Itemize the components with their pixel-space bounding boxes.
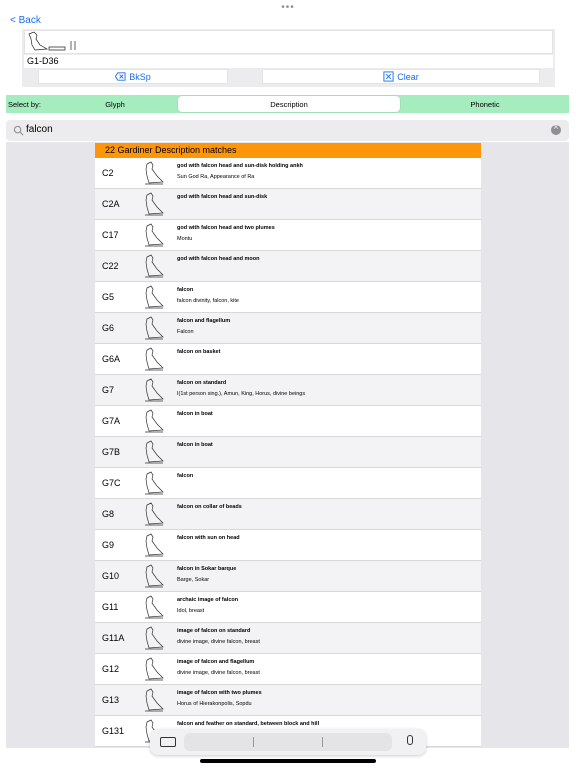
glyph-code-display: G1-D36 <box>24 55 553 68</box>
result-row[interactable] <box>95 375 481 406</box>
hieroglyph-icon <box>139 253 167 280</box>
segment-description[interactable]: Description <box>178 96 400 112</box>
glyph-code: C2A <box>102 199 120 209</box>
glyph-code: G13 <box>102 695 120 705</box>
results-list <box>95 158 481 747</box>
segment-phonetic[interactable]: Phonetic <box>470 99 500 109</box>
glyph-code: C2 <box>102 168 114 178</box>
result-row[interactable] <box>95 158 481 189</box>
glyph-description: archaic image of falcon <box>177 597 239 603</box>
clear-x-icon <box>383 71 394 82</box>
glyph-phonetic: divine image, divine falcon, breast <box>177 639 260 645</box>
hieroglyph-icon <box>139 346 167 373</box>
hieroglyph-icon <box>139 501 167 528</box>
glyph-phonetic: divine image, divine falcon, breast <box>177 670 260 676</box>
search-icon <box>13 125 24 136</box>
glyph-description: falcon on basket <box>177 349 221 355</box>
glyph-description: image of falcon on standard <box>177 628 251 634</box>
glyph-code: G7 <box>102 385 115 395</box>
glyph-entry-display <box>24 30 553 54</box>
glyph-code: G7A <box>102 416 121 426</box>
glyph-phonetic: I(1st person sing.), Amun, King, Horus, divine beings <box>177 391 306 397</box>
glyph-description: falcon on standard <box>177 380 227 386</box>
glyph-code: G7B <box>102 447 121 457</box>
glyph-code: G5 <box>102 292 115 302</box>
glyph-description: falcon and feather on standard, between block and hill <box>177 721 320 727</box>
glyph-description: image of falcon with two plumes <box>177 690 262 696</box>
glyph-code: G6 <box>102 323 115 333</box>
search-bar <box>6 120 569 141</box>
result-row[interactable] <box>95 251 481 282</box>
home-indicator <box>200 759 376 763</box>
result-row[interactable] <box>95 530 481 561</box>
glyph-description: falcon with sun on head <box>177 535 240 541</box>
hieroglyph-icon <box>139 160 167 187</box>
result-row[interactable] <box>95 654 481 685</box>
result-row[interactable] <box>95 468 481 499</box>
glyph-code: G9 <box>102 540 115 550</box>
keyboard-icon[interactable] <box>160 737 176 747</box>
separator <box>253 737 254 747</box>
glyph-code: C17 <box>102 230 119 240</box>
result-row[interactable] <box>95 406 481 437</box>
results-area[interactable] <box>6 142 569 748</box>
hieroglyph-icon <box>139 315 167 342</box>
glyph-description: god with falcon head and two plumes <box>177 225 275 231</box>
backspace-icon <box>115 71 126 82</box>
back-link[interactable]: < Back <box>10 15 41 26</box>
result-row[interactable] <box>95 499 481 530</box>
glyph-description: god with falcon head and sun-disk holding ankh <box>177 163 303 169</box>
glyph-phonetic: Sun God Ra, Appearance of Ra <box>177 174 255 180</box>
hieroglyph-icon <box>139 470 167 497</box>
glyph-code: G8 <box>102 509 115 519</box>
glyph-phonetic: Horus of Hierakonpolis, Sopdu <box>177 701 252 707</box>
select-by-bar <box>6 95 569 113</box>
falcon-glyph-icon <box>25 31 85 53</box>
hieroglyph-icon <box>139 625 167 652</box>
glyph-description: falcon <box>177 287 194 293</box>
clear-button[interactable] <box>262 69 540 84</box>
glyph-phonetic: Barge, Sokar <box>177 577 210 583</box>
search-input[interactable] <box>26 124 526 135</box>
glyph-description: god with falcon head and sun-disk <box>177 194 268 200</box>
result-row[interactable] <box>95 313 481 344</box>
glyph-description: god with falcon head and moon <box>177 256 260 262</box>
glyph-phonetic: Idol, breast <box>177 608 205 614</box>
hieroglyph-icon <box>139 687 167 714</box>
result-row[interactable] <box>95 592 481 623</box>
select-by-label: Select by: <box>8 100 41 109</box>
hieroglyph-icon <box>139 408 167 435</box>
glyph-code: G11A <box>102 633 125 643</box>
segment-glyph[interactable]: Glyph <box>105 99 125 109</box>
glyph-code: G7C <box>102 478 121 488</box>
glyph-description: image of falcon and flagellum <box>177 659 255 665</box>
hieroglyph-icon <box>139 284 167 311</box>
glyph-code: G10 <box>102 571 120 581</box>
result-row[interactable] <box>95 220 481 251</box>
glyph-code: C22 <box>102 261 119 271</box>
backspace-button[interactable] <box>38 69 228 84</box>
glyph-phonetic: Falcon <box>177 329 194 335</box>
hieroglyph-icon <box>139 594 167 621</box>
backspace-label: BkSp <box>129 71 151 82</box>
result-row[interactable] <box>95 561 481 592</box>
hieroglyph-icon <box>139 532 167 559</box>
glyph-description: falcon in boat <box>177 411 213 417</box>
hieroglyph-icon <box>139 656 167 683</box>
glyph-description: falcon and flagellum <box>177 318 231 324</box>
clear-search-icon[interactable] <box>551 125 561 135</box>
glyph-code: G6A <box>102 354 121 364</box>
hieroglyph-icon <box>139 563 167 590</box>
result-row[interactable] <box>95 344 481 375</box>
multitask-dots[interactable]: ••• <box>281 2 295 13</box>
hieroglyph-icon <box>139 439 167 466</box>
hieroglyph-icon <box>139 222 167 249</box>
glyph-description: falcon on collar of beads <box>177 504 242 510</box>
hieroglyph-icon <box>139 191 167 218</box>
glyph-phonetic: Montu <box>177 236 193 242</box>
shortcut-field[interactable] <box>184 733 392 751</box>
microphone-icon[interactable] <box>407 735 413 745</box>
result-row[interactable] <box>95 437 481 468</box>
glyph-description: falcon in Sokar barque <box>177 566 237 572</box>
separator <box>322 737 323 747</box>
result-row[interactable] <box>95 685 481 716</box>
glyph-description: falcon <box>177 473 194 479</box>
glyph-description: falcon in boat <box>177 442 213 448</box>
keyboard-assistant-bar <box>150 729 426 755</box>
results-header: 22 Gardiner Description matches <box>95 143 481 158</box>
glyph-code: G12 <box>102 664 120 674</box>
result-row[interactable] <box>95 282 481 313</box>
glyph-phonetic: falcon divinity, falcon, kite <box>177 298 239 304</box>
hieroglyph-icon <box>139 377 167 404</box>
result-row[interactable] <box>95 189 481 220</box>
glyph-code: G11 <box>102 602 119 612</box>
result-row[interactable] <box>95 623 481 654</box>
clear-label: Clear <box>397 71 419 82</box>
glyph-code: G131 <box>102 726 125 736</box>
